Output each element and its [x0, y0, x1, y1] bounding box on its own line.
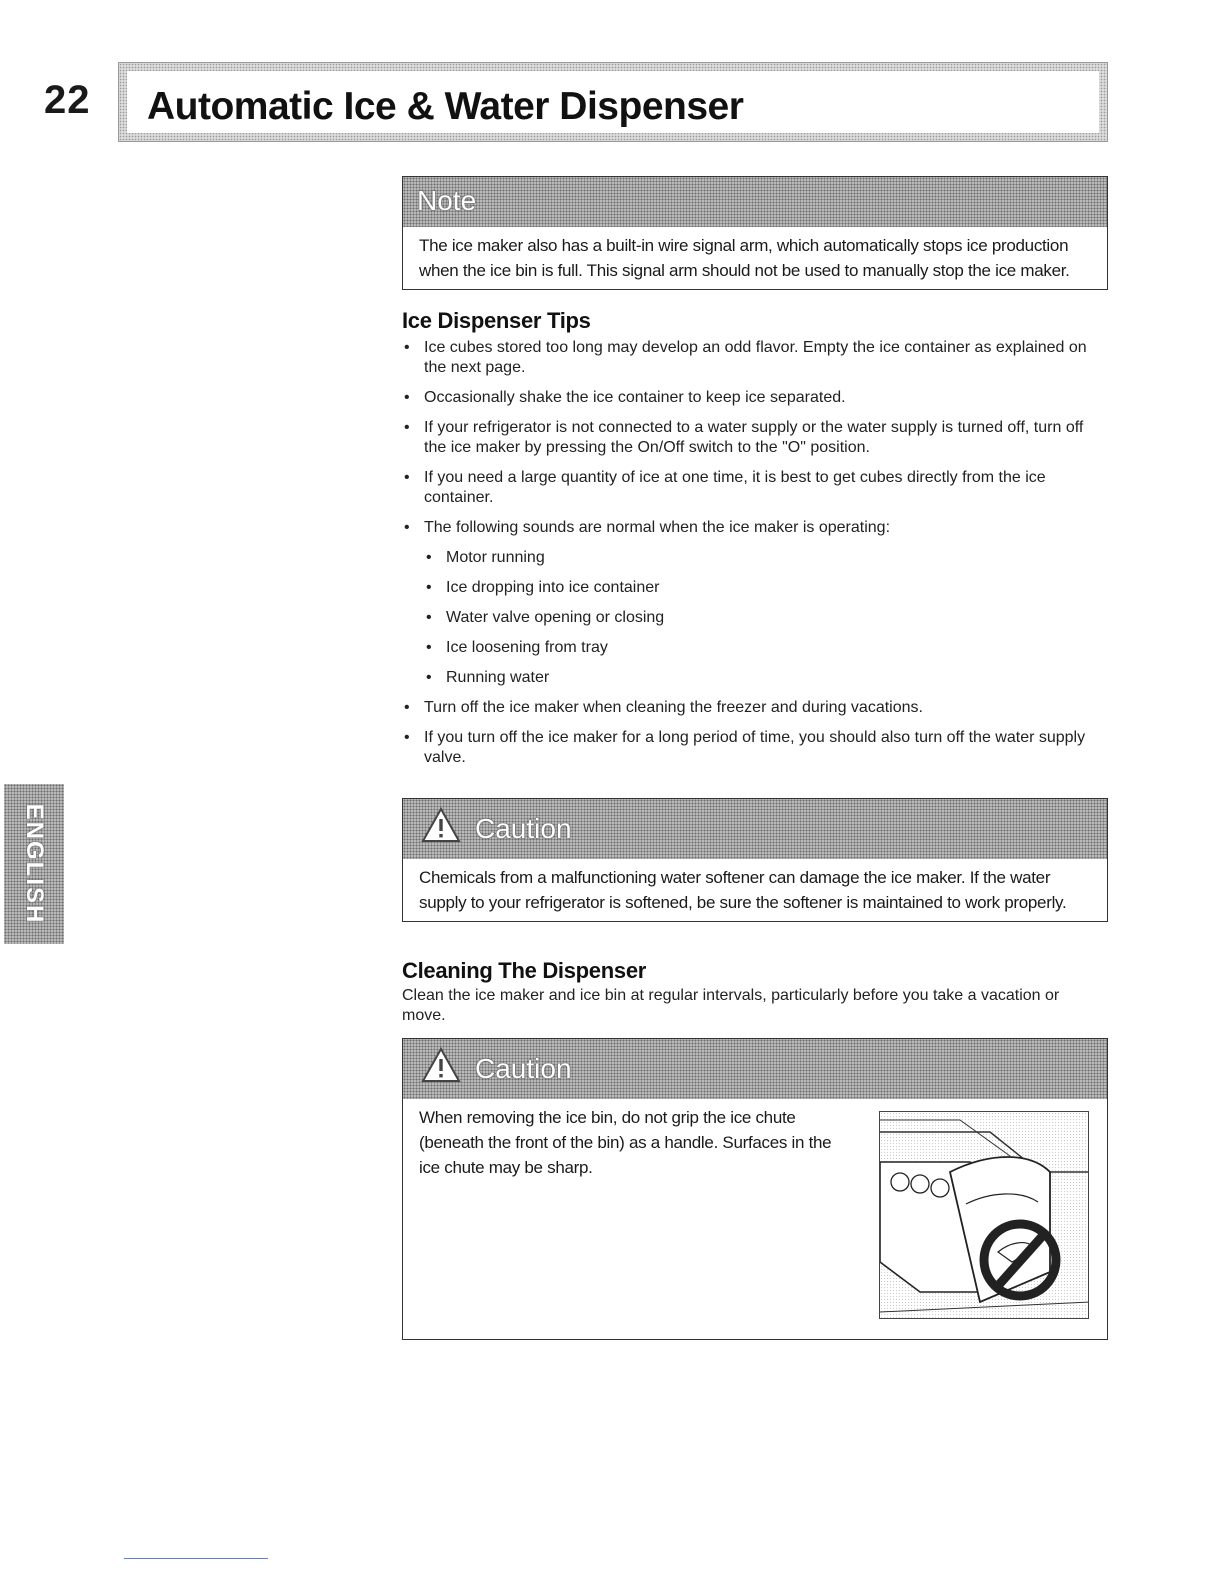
note-text: The ice maker also has a built-in wire signal arm, which automatically stops ice production when the ice bin is full. This signal arm should not be used to manually stop the ice maker. [419, 236, 1070, 280]
list-sub-item: • Running water [402, 668, 1108, 688]
language-label: ENGLISH [21, 803, 48, 925]
list-sub-item: • Motor running [402, 548, 1108, 568]
cleaning-text: Clean the ice maker and ice bin at regular intervals, particularly before you take a vacation or move. [402, 987, 1060, 1024]
caution-text: When removing the ice bin, do not grip the ice chute (beneath the front of the bin) as a handle. Surfaces in the ice chute may be sharp. [419, 1108, 832, 1177]
caution-box-water-softener [402, 798, 1108, 922]
list-item: • If your refrigerator is not connected to a water supply or the water supply is turned off, turn off the ice maker by pressing the On/Off switch to the "O" position. [402, 418, 1108, 458]
caution-label: Caution [475, 1053, 572, 1084]
caution-label: Caution [475, 813, 572, 844]
note-box [402, 176, 1108, 290]
caution-box-header [403, 1039, 1107, 1099]
title-bar-inner [127, 71, 1099, 133]
list-item: • Turn off the ice maker when cleaning the freezer and during vacations. [402, 698, 1108, 718]
caution-text: Chemicals from a malfunctioning water softener can damage the ice maker. If the water supply to your refrigerator is softened, be sure the softener is maintained to work properly. [419, 868, 1067, 912]
caution-box-ice-chute [402, 1038, 1108, 1340]
caution-box-header [403, 799, 1107, 859]
language-side-tab [4, 784, 64, 944]
note-label: Note [417, 185, 477, 216]
bottom-rule [124, 1558, 268, 1559]
ice-tips-heading: Ice Dispenser Tips [402, 308, 591, 333]
list-item: • If you need a large quantity of ice at one time, it is best to get cubes directly from the ice container. [402, 468, 1108, 508]
list-item: • If you turn off the ice maker for a long period of time, you should also turn off the water supply valve. [402, 728, 1108, 768]
list-sub-item: • Ice loosening from tray [402, 638, 1108, 658]
ice-tips-list [402, 338, 1108, 778]
ice-chute-illustration [879, 1111, 1089, 1319]
ice-bin-no-grip-icon [880, 1112, 1089, 1319]
list-sub-item: • Ice dropping into ice container [402, 578, 1108, 598]
page-number: 22 [44, 78, 91, 122]
title-bar [118, 62, 1108, 142]
list-item: • Occasionally shake the ice container to keep ice separated. [402, 388, 1108, 408]
list-sub-item: • Water valve opening or closing [402, 608, 1108, 628]
warning-triangle-icon [421, 1047, 461, 1083]
page-title: Automatic Ice & Water Dispenser [147, 85, 744, 128]
cleaning-heading: Cleaning The Dispenser [402, 958, 647, 983]
list-item: • Ice cubes stored too long may develop an odd flavor. Empty the ice container as explained on the next page. [402, 338, 1108, 378]
list-item: • The following sounds are normal when the ice maker is operating: [402, 518, 1108, 538]
warning-triangle-icon [421, 807, 461, 843]
note-box-header [403, 177, 1107, 227]
